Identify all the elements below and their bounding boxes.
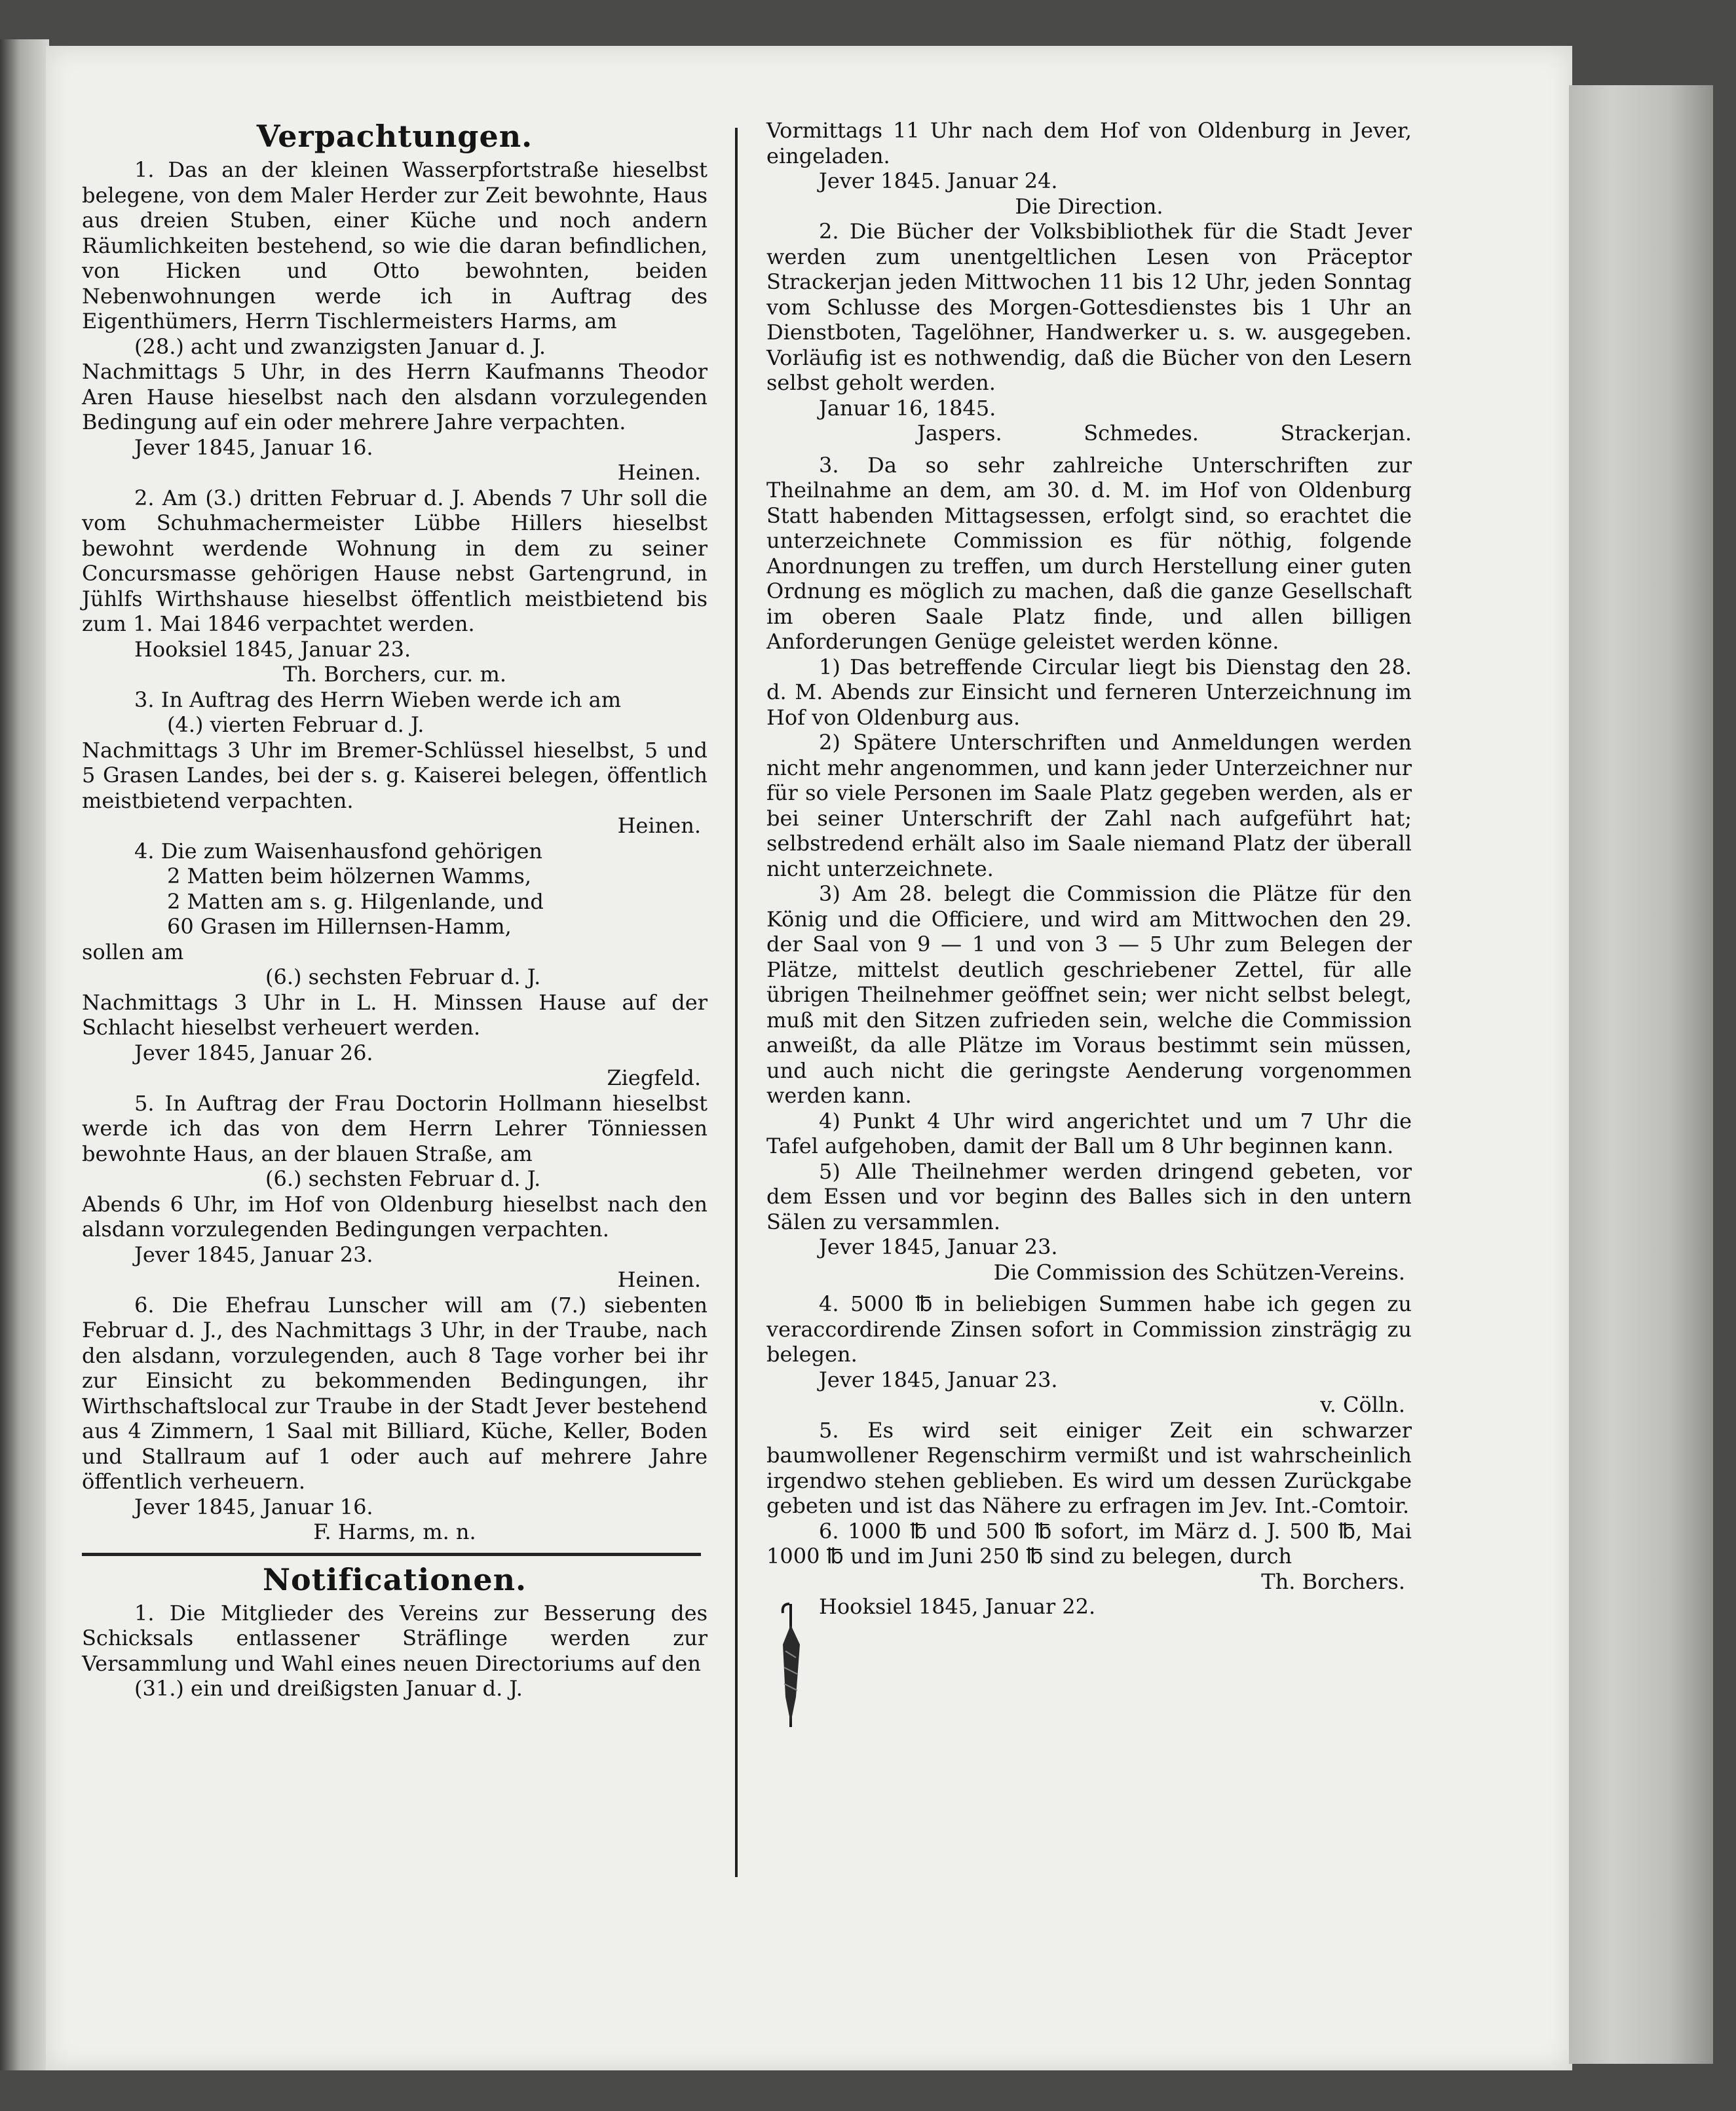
notice-1-place: Jever 1845, Januar 16. (134, 434, 373, 460)
notice-4-date: (6.) sechsten Februar d. J. (265, 964, 541, 989)
notice-1-cont: Nachmittags 5 Uhr, in des Herrn Kaufmanns Theodor Aren Hause hieselbst nach den alsdann vorzulegenden Bedingung auf ein oder mehrere Jahre verpachten. (82, 359, 708, 434)
list-item: 2 Matten am s. g. Hilgenlande, und (167, 888, 544, 914)
signature: Strackerjan. (1280, 421, 1412, 446)
notification-6-place: Hooksiel 1845, Januar 22. (819, 1594, 1096, 1619)
notification-1-signature: Die Direction. (1015, 193, 1163, 219)
notice-6-place: Jever 1845, Januar 16. (134, 1494, 373, 1519)
signature: Schmedes. (1084, 421, 1199, 446)
notice-4-sollen: sollen am (82, 939, 184, 964)
section-heading-notificationen: Notificationen. (262, 1561, 527, 1597)
notice-1-date: (28.) acht und zwanzigsten Januar d. J. (134, 333, 546, 359)
notice-5-date: (6.) sechsten Februar d. J. (265, 1166, 541, 1191)
list-item: 60 Grasen im Hillernsen-Hamm, (167, 914, 512, 939)
notification-1-date: (31.) ein und dreißigsten Januar d. J. (134, 1676, 523, 1701)
book-edge (1569, 85, 1713, 2064)
column-rule (735, 128, 738, 1877)
list-item: 1) Das betreffende Circular liegt bis Dienstag den 28. d. M. Abends zur Einsicht und ferneren Unterzeichnung im Hof von Oldenburg aus. (766, 654, 1412, 730)
notification-3-text: 3. Da so sehr zahlreiche Unterschriften zur Theilnahme an dem, am 30. d. M. im Hof von Oldenburg Statt habenden Mittagsessen, erfolgt sind, so erachtet die unterzeichnete Commission es für nöthig, folgende Anordnungen zu treffen, um durch Herstellung einer guten Ordnung es möglich zu machen, daß die ganze Gesellschaft im oberen Saale Platz finde, und allen billigen Anforderungen Genüge geleistet werden könne. (766, 452, 1412, 654)
notification-6-signature: Th. Borchers. (1261, 1569, 1405, 1594)
list-item: 4) Punkt 4 Uhr wird angerichtet und um 7 Uhr die Tafel aufgehoben, damit der Ball um 8 Uhr beginnen kann. (766, 1108, 1412, 1158)
notice-5-place: Jever 1845, Januar 23. (134, 1242, 373, 1267)
notice-2-place: Hooksiel 1845, Januar 23. (134, 636, 411, 662)
notification-4-place: Jever 1845, Januar 23. (819, 1367, 1058, 1392)
notification-3-place: Jever 1845, Januar 23. (819, 1234, 1058, 1259)
list-item: 2) Spätere Unterschriften und Anmeldungen werden nicht mehr angenommen, und kann jeder Unterzeichner nur für so viele Personen im Saale Platz gegeben werden, als er bei seiner Unterschrift der Zahl nach aufgeführt hat; selbstredend erhält also im Saale niemand Platz der überall nicht unterzeichnete. (766, 730, 1412, 881)
notification-4-text: 4. 5000 ℔ in beliebigen Summen habe ich gegen zu veraccordirende Zinsen sofort in Commission zinsträgig zu belegen. (766, 1291, 1412, 1367)
right-column (766, 118, 1412, 1620)
left-column (82, 118, 708, 1702)
notice-5-signature: Heinen. (617, 1267, 701, 1292)
notice-3-text: 3. In Auftrag des Herrn Wieben werde ich am (134, 687, 622, 712)
notice-3-signature: Heinen. (617, 813, 701, 838)
notice-4-signature: Ziegfeld. (607, 1065, 701, 1090)
notification-3-signature: Die Commission des Schützen-Vereins. (993, 1259, 1405, 1285)
notification-2-signatures (766, 421, 1412, 446)
notice-1-text: 1. Das an der kleinen Wasserpfortstraße hieselbst belegene, von dem Maler Herder zur Zeit bewohnte, Haus aus dreien Stuben, einer Küche und noch andern Räumlichkeiten bestehend, so wie die daran befindlichen, von Hicken und Otto bewohnten, beiden Nebenwohnungen werde ich in Auftrag des Eigenthümers, Herrn Tischlermeisters Harms, am (82, 157, 708, 333)
list-item: 3) Am 28. belegt die Commission die Plätze für den König und die Officiere, und wird am Mittwochen den 29. der Saal von 9 — 1 und von 3 — 5 Uhr zum Belegen der Plätze, mittelst deutlich geschriebener Zettel, für alle übrigen Theilnehmer geöffnet sein; wer nicht selbst belegt, muß mit den Sitzen zufrieden sein, welche die Commission anweißt, da alle Plätze im Voraus bestimmt sein müssen, und auch nicht die geringste Aenderung vorgenommen werden kann. (766, 881, 1412, 1108)
notification-4-signature: v. Cölln. (1320, 1392, 1405, 1417)
notice-1-signature: Heinen. (617, 460, 701, 485)
notice-6-signature: F. Harms, m. n. (313, 1519, 476, 1544)
notification-2-place: Januar 16, 1845. (819, 395, 996, 421)
notice-5-cont: Abends 6 Uhr, im Hof von Oldenburg hieselbst nach den alsdann vorzulegenden Bedingungen verpachten. (82, 1191, 708, 1242)
list-item: 5) Alle Theilnehmer werden dringend gebeten, vor dem Essen und vor beginn des Balles sich in den untern Sälen zu versammlen. (766, 1158, 1412, 1234)
list-item: 2 Matten beim hölzernen Wamms, (167, 864, 531, 888)
notice-2-text: 2. Am (3.) dritten Februar d. J. Abends 7 Uhr soll die vom Schuhmachermeister Lübbe Hillers hieselbst bewohnt werdende Wohnung in dem zu seiner Concursmasse gehörigen Hause nebst Gartengrund, in Jühlfs Wirthshause hieselbst öffentlich meistbietend bis zum 1. Mai 1846 verpachtet werden. (82, 485, 708, 636)
notice-6-text: 6. Die Ehefrau Lunscher will am (7.) siebenten Februar d. J., des Nachmittags 3 Uhr, in der Traube, nach den alsdann, vorzulegenden, auch 8 Tage vorher bei ihr zur Einsicht zu bekommenden Bedingungen, ihr Wirthschaftslocal zur Traube in der Stadt Jever bestehend aus 4 Zimmern, 1 Saal mit Billiard, Küche, Keller, Boden und Stallraum auf 1 oder auch auf mehrere Jahre öffentlich verheuern. (82, 1292, 708, 1494)
notice-2-signature: Th. Borchers, cur. m. (282, 662, 507, 687)
umbrella-icon (776, 1599, 806, 1730)
notice-5-text: 5. In Auftrag der Frau Doctorin Hollmann hieselbst werde ich das von dem Herrn Lehrer Tönniessen bewohnte Haus, an der blauen Straße, am (82, 1090, 708, 1166)
left-page-edge (0, 39, 49, 2070)
notification-1-cont: Vormittags 11 Uhr nach dem Hof von Oldenburg in Jever, eingeladen. (766, 118, 1412, 168)
signature: Jaspers. (917, 421, 1002, 446)
notification-1-text: 1. Die Mitglieder des Vereins zur Besserung des Schicksals entlassener Sträflinge werden zur Versammlung und Wahl eines neuen Directoriums auf den (82, 1600, 708, 1676)
notice-3-cont: Nachmittags 3 Uhr im Bremer-Schlüssel hieselbst, 5 und 5 Grasen Landes, bei der s. g. Kaiserei belegen, öffentlich meistbietend verpachten. (82, 737, 708, 813)
notification-6-text: 6. 1000 ℔ und 500 ℔ sofort, im März d. J. 500 ℔, Mai 1000 ℔ und im Juni 250 ℔ sind zu belegen, durch (766, 1518, 1412, 1569)
notification-1-place: Jever 1845. Januar 24. (819, 168, 1058, 193)
notification-5-text: 5. Es wird seit einiger Zeit ein schwarzer baumwollener Regenschirm vermißt und ist wahrscheinlich irgendwo stehen geblieben. Es wird um dessen Zurückgabe gebeten und ist das Nähere zu erfragen im Jev. Int.-Comtoir. (766, 1417, 1412, 1518)
notice-4-cont: Nachmittags 3 Uhr in L. H. Minssen Hause auf der Schlacht hieselbst verheuert werden. (82, 989, 708, 1040)
section-divider (82, 1553, 701, 1556)
notice-3-date: (4.) vierten Februar d. J. (167, 712, 425, 737)
notice-4-place: Jever 1845, Januar 26. (134, 1040, 373, 1065)
section-heading-verpachtungen: Verpachtungen. (256, 119, 533, 154)
notice-4-text: 4. Die zum Waisenhausfond gehörigen (134, 838, 543, 864)
notification-2-text: 2. Die Bücher der Volksbibliothek für die Stadt Jever werden zum unentgeltlichen Lesen von Präceptor Strackerjan jeden Mittwochen 11 bis 12 Uhr, jeden Sonntag vom Schlusse des Morgen-Gottesdienstes bis 1 Uhr an Dienstboten, Tagelöhner, Handwerker u. s. w. ausgegeben. Vorläufig ist es nothwendig, daß die Bücher von den Lesern selbst geholt werden. (766, 219, 1412, 395)
